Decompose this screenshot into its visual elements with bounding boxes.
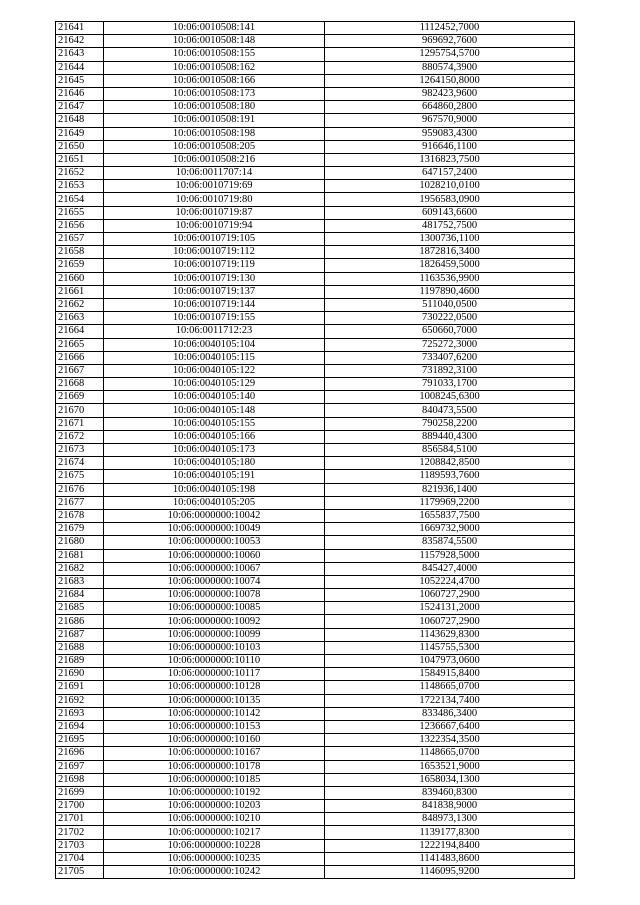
row-number-cell: 21662 — [56, 298, 104, 311]
cadastral-number-cell: 10:06:0040105:191 — [104, 470, 325, 483]
row-number-cell: 21645 — [56, 74, 104, 87]
cadastral-value-cell: 481752,7500 — [325, 219, 575, 232]
row-number-cell: 21689 — [56, 655, 104, 668]
cadastral-number-cell: 10:06:0010719:155 — [104, 312, 325, 325]
cadastral-number-cell: 10:06:0010719:130 — [104, 272, 325, 285]
row-number-cell: 21694 — [56, 720, 104, 733]
table-row — [56, 153, 575, 166]
cadastral-value-cell: 1139177,8300 — [325, 826, 575, 839]
cadastral-number-cell: 10:06:0000000:10178 — [104, 760, 325, 773]
row-number-cell: 21665 — [56, 338, 104, 351]
table-row — [56, 22, 575, 35]
cadastral-value-cell: 889440,4300 — [325, 430, 575, 443]
row-number-cell: 21676 — [56, 483, 104, 496]
cadastral-number-cell: 10:06:0010719:87 — [104, 206, 325, 219]
cadastral-number-cell: 10:06:0010719:112 — [104, 246, 325, 259]
cadastral-value-cell: 959083,4300 — [325, 127, 575, 140]
row-number-cell: 21688 — [56, 641, 104, 654]
table-row — [56, 338, 575, 351]
cadastral-number-cell: 10:06:0000000:10078 — [104, 589, 325, 602]
row-number-cell: 21691 — [56, 681, 104, 694]
cadastral-value-cell: 650660,7000 — [325, 325, 575, 338]
cadastral-value-cell: 848973,1300 — [325, 813, 575, 826]
table-row — [56, 74, 575, 87]
row-number-cell: 21686 — [56, 615, 104, 628]
row-number-cell: 21664 — [56, 325, 104, 338]
cadastral-number-cell: 10:06:0040105:166 — [104, 430, 325, 443]
row-number-cell: 21690 — [56, 668, 104, 681]
cadastral-value-cell: 1008245,6300 — [325, 391, 575, 404]
row-number-cell: 21698 — [56, 773, 104, 786]
table-row — [56, 391, 575, 404]
cadastral-number-cell: 10:06:0000000:10203 — [104, 800, 325, 813]
table-row — [56, 826, 575, 839]
table-row — [56, 48, 575, 61]
row-number-cell: 21675 — [56, 470, 104, 483]
cadastral-number-cell: 10:06:0010508:166 — [104, 74, 325, 87]
row-number-cell: 21684 — [56, 589, 104, 602]
cadastral-number-cell: 10:06:0000000:10117 — [104, 668, 325, 681]
table-row — [56, 180, 575, 193]
row-number-cell: 21647 — [56, 101, 104, 114]
cadastral-value-cell: 1956583,0900 — [325, 193, 575, 206]
table-row — [56, 734, 575, 747]
cadastral-number-cell: 10:06:0010508:173 — [104, 87, 325, 100]
table-row — [56, 839, 575, 852]
cadastral-value-table — [55, 21, 575, 879]
cadastral-number-cell: 10:06:0000000:10235 — [104, 852, 325, 865]
cadastral-value-cell: 967570,9000 — [325, 114, 575, 127]
cadastral-value-cell: 969692,7600 — [325, 35, 575, 48]
cadastral-value-cell: 790258,2200 — [325, 417, 575, 430]
cadastral-value-cell: 841838,9000 — [325, 800, 575, 813]
row-number-cell: 21654 — [56, 193, 104, 206]
row-number-cell: 21692 — [56, 694, 104, 707]
cadastral-number-cell: 10:06:0010508:205 — [104, 140, 325, 153]
cadastral-value-cell: 1295754,5700 — [325, 48, 575, 61]
row-number-cell: 21649 — [56, 127, 104, 140]
cadastral-number-cell: 10:06:0000000:10185 — [104, 773, 325, 786]
cadastral-number-cell: 10:06:0000000:10210 — [104, 813, 325, 826]
table-row — [56, 272, 575, 285]
row-number-cell: 21693 — [56, 707, 104, 720]
cadastral-value-cell: 840473,5500 — [325, 404, 575, 417]
row-number-cell: 21667 — [56, 364, 104, 377]
table-row — [56, 509, 575, 522]
cadastral-value-cell: 1584915,8400 — [325, 668, 575, 681]
table-row — [56, 800, 575, 813]
row-number-cell: 21687 — [56, 628, 104, 641]
cadastral-value-cell: 1524131,2000 — [325, 602, 575, 615]
row-number-cell: 21672 — [56, 430, 104, 443]
table-row — [56, 312, 575, 325]
row-number-cell: 21680 — [56, 536, 104, 549]
cadastral-number-cell: 10:06:0010719:144 — [104, 298, 325, 311]
row-number-cell: 21682 — [56, 562, 104, 575]
cadastral-number-cell: 10:06:0000000:10153 — [104, 720, 325, 733]
table-row — [56, 786, 575, 799]
cadastral-number-cell: 10:06:0011712:23 — [104, 325, 325, 338]
cadastral-number-cell: 10:06:0000000:10092 — [104, 615, 325, 628]
cadastral-number-cell: 10:06:0010719:94 — [104, 219, 325, 232]
cadastral-value-cell: 845427,4000 — [325, 562, 575, 575]
cadastral-value-cell: 1163536,9900 — [325, 272, 575, 285]
cadastral-value-cell: 1060727,2900 — [325, 615, 575, 628]
table-row — [56, 444, 575, 457]
cadastral-number-cell: 10:06:0040105:140 — [104, 391, 325, 404]
table-row — [56, 246, 575, 259]
cadastral-number-cell: 10:06:0000000:10128 — [104, 681, 325, 694]
row-number-cell: 21704 — [56, 852, 104, 865]
table-row — [56, 140, 575, 153]
row-number-cell: 21656 — [56, 219, 104, 232]
cadastral-number-cell: 10:06:0040105:205 — [104, 496, 325, 509]
cadastral-number-cell: 10:06:0040105:129 — [104, 378, 325, 391]
row-number-cell: 21658 — [56, 246, 104, 259]
table-body — [56, 22, 575, 879]
cadastral-number-cell: 10:06:0000000:10053 — [104, 536, 325, 549]
table-row — [56, 457, 575, 470]
cadastral-value-cell: 1300736,1100 — [325, 233, 575, 246]
row-number-cell: 21641 — [56, 22, 104, 35]
cadastral-value-cell: 1141483,8600 — [325, 852, 575, 865]
row-number-cell: 21669 — [56, 391, 104, 404]
cadastral-number-cell: 10:06:0040105:155 — [104, 417, 325, 430]
cadastral-number-cell: 10:06:0010508:141 — [104, 22, 325, 35]
cadastral-value-cell: 647157,2400 — [325, 167, 575, 180]
cadastral-number-cell: 10:06:0010508:198 — [104, 127, 325, 140]
cadastral-value-cell: 1669732,9000 — [325, 523, 575, 536]
cadastral-value-cell: 1189593,7600 — [325, 470, 575, 483]
cadastral-number-cell: 10:06:0000000:10099 — [104, 628, 325, 641]
cadastral-number-cell: 10:06:0010508:180 — [104, 101, 325, 114]
table-row — [56, 523, 575, 536]
row-number-cell: 21655 — [56, 206, 104, 219]
cadastral-value-cell: 1052224,4700 — [325, 575, 575, 588]
table-row — [56, 101, 575, 114]
row-number-cell: 21701 — [56, 813, 104, 826]
table-row — [56, 470, 575, 483]
cadastral-value-cell: 1722134,7400 — [325, 694, 575, 707]
row-number-cell: 21646 — [56, 87, 104, 100]
row-number-cell: 21695 — [56, 734, 104, 747]
row-number-cell: 21671 — [56, 417, 104, 430]
cadastral-number-cell: 10:06:0000000:10049 — [104, 523, 325, 536]
row-number-cell: 21663 — [56, 312, 104, 325]
cadastral-number-cell: 10:06:0000000:10085 — [104, 602, 325, 615]
cadastral-number-cell: 10:06:0000000:10103 — [104, 641, 325, 654]
table-row — [56, 114, 575, 127]
table-row — [56, 417, 575, 430]
row-number-cell: 21673 — [56, 444, 104, 457]
row-number-cell: 21703 — [56, 839, 104, 852]
cadastral-number-cell: 10:06:0010508:155 — [104, 48, 325, 61]
cadastral-value-cell: 1112452,7000 — [325, 22, 575, 35]
row-number-cell: 21642 — [56, 35, 104, 48]
table-row — [56, 496, 575, 509]
table-row — [56, 259, 575, 272]
cadastral-value-cell: 1197890,4600 — [325, 285, 575, 298]
cadastral-number-cell: 10:06:0010719:105 — [104, 233, 325, 246]
cadastral-value-cell: 730222,0500 — [325, 312, 575, 325]
table-row — [56, 694, 575, 707]
cadastral-number-cell: 10:06:0010719:119 — [104, 259, 325, 272]
table-row — [56, 628, 575, 641]
table-row — [56, 378, 575, 391]
row-number-cell: 21674 — [56, 457, 104, 470]
row-number-cell: 21699 — [56, 786, 104, 799]
row-number-cell: 21650 — [56, 140, 104, 153]
cadastral-number-cell: 10:06:0040105:173 — [104, 444, 325, 457]
row-number-cell: 21702 — [56, 826, 104, 839]
row-number-cell: 21683 — [56, 575, 104, 588]
row-number-cell: 21652 — [56, 167, 104, 180]
cadastral-number-cell: 10:06:0010508:191 — [104, 114, 325, 127]
row-number-cell: 21661 — [56, 285, 104, 298]
row-number-cell: 21666 — [56, 351, 104, 364]
table-row — [56, 87, 575, 100]
row-number-cell: 21670 — [56, 404, 104, 417]
cadastral-number-cell: 10:06:0000000:10228 — [104, 839, 325, 852]
cadastral-number-cell: 10:06:0011707:14 — [104, 167, 325, 180]
cadastral-value-cell: 1826459,5000 — [325, 259, 575, 272]
table-row — [56, 430, 575, 443]
cadastral-number-cell: 10:06:0010719:80 — [104, 193, 325, 206]
row-number-cell: 21679 — [56, 523, 104, 536]
cadastral-value-cell: 1028210,0100 — [325, 180, 575, 193]
cadastral-value-cell: 1322354,3500 — [325, 734, 575, 747]
table-row — [56, 720, 575, 733]
cadastral-number-cell: 10:06:0000000:10110 — [104, 655, 325, 668]
cadastral-value-cell: 609143,6600 — [325, 206, 575, 219]
table-row — [56, 325, 575, 338]
table-row — [56, 298, 575, 311]
cadastral-number-cell: 10:06:0000000:10242 — [104, 866, 325, 879]
cadastral-value-cell: 1060727,2900 — [325, 589, 575, 602]
row-number-cell: 21651 — [56, 153, 104, 166]
cadastral-number-cell: 10:06:0000000:10142 — [104, 707, 325, 720]
table-row — [56, 351, 575, 364]
table-row — [56, 760, 575, 773]
row-number-cell: 21705 — [56, 866, 104, 879]
table-row — [56, 35, 575, 48]
table-row — [56, 536, 575, 549]
table-row — [56, 852, 575, 865]
table-row — [56, 233, 575, 246]
cadastral-number-cell: 10:06:0010719:137 — [104, 285, 325, 298]
row-number-cell: 21644 — [56, 61, 104, 74]
table-row — [56, 641, 575, 654]
row-number-cell: 21685 — [56, 602, 104, 615]
cadastral-value-cell: 1264150,8000 — [325, 74, 575, 87]
cadastral-number-cell: 10:06:0040105:122 — [104, 364, 325, 377]
table-row — [56, 549, 575, 562]
table-row — [56, 127, 575, 140]
cadastral-value-cell: 1145755,5300 — [325, 641, 575, 654]
table-row — [56, 681, 575, 694]
cadastral-value-cell: 1316823,7500 — [325, 153, 575, 166]
table-row — [56, 668, 575, 681]
row-number-cell: 21648 — [56, 114, 104, 127]
cadastral-number-cell: 10:06:0040105:148 — [104, 404, 325, 417]
table-row — [56, 707, 575, 720]
cadastral-value-cell: 1148665,0700 — [325, 681, 575, 694]
cadastral-value-cell: 1222194,8400 — [325, 839, 575, 852]
cadastral-value-cell: 1236667,6400 — [325, 720, 575, 733]
row-number-cell: 21697 — [56, 760, 104, 773]
row-number-cell: 21681 — [56, 549, 104, 562]
cadastral-value-cell: 982423,9600 — [325, 87, 575, 100]
cadastral-value-cell: 1658034,1300 — [325, 773, 575, 786]
cadastral-number-cell: 10:06:0000000:10042 — [104, 509, 325, 522]
table-row — [56, 813, 575, 826]
table-row — [56, 167, 575, 180]
table-row — [56, 193, 575, 206]
cadastral-value-cell: 664860,2800 — [325, 101, 575, 114]
row-number-cell: 21668 — [56, 378, 104, 391]
cadastral-value-cell: 833486,3400 — [325, 707, 575, 720]
table-row — [56, 866, 575, 879]
cadastral-number-cell: 10:06:0010508:216 — [104, 153, 325, 166]
cadastral-value-cell: 1655837,7500 — [325, 509, 575, 522]
cadastral-number-cell: 10:06:0000000:10192 — [104, 786, 325, 799]
row-number-cell: 21643 — [56, 48, 104, 61]
table-row — [56, 655, 575, 668]
cadastral-number-cell: 10:06:0000000:10217 — [104, 826, 325, 839]
cadastral-number-cell: 10:06:0010719:69 — [104, 180, 325, 193]
table-row — [56, 575, 575, 588]
table-row — [56, 404, 575, 417]
cadastral-value-cell: 839460,8300 — [325, 786, 575, 799]
cadastral-value-cell: 821936,1400 — [325, 483, 575, 496]
table-row — [56, 61, 575, 74]
cadastral-number-cell: 10:06:0000000:10160 — [104, 734, 325, 747]
cadastral-value-cell: 791033,1700 — [325, 378, 575, 391]
cadastral-value-cell: 731892,3100 — [325, 364, 575, 377]
table-row — [56, 773, 575, 786]
table-row — [56, 206, 575, 219]
table-row — [56, 285, 575, 298]
table-row — [56, 602, 575, 615]
table-row — [56, 219, 575, 232]
row-number-cell: 21660 — [56, 272, 104, 285]
cadastral-value-cell: 1148665,0700 — [325, 747, 575, 760]
cadastral-value-cell: 835874,5500 — [325, 536, 575, 549]
cadastral-value-cell: 1653521,9000 — [325, 760, 575, 773]
cadastral-value-cell: 725272,3000 — [325, 338, 575, 351]
row-number-cell: 21678 — [56, 509, 104, 522]
cadastral-number-cell: 10:06:0000000:10067 — [104, 562, 325, 575]
cadastral-number-cell: 10:06:0040105:115 — [104, 351, 325, 364]
cadastral-number-cell: 10:06:0040105:180 — [104, 457, 325, 470]
cadastral-value-cell: 1208842,8500 — [325, 457, 575, 470]
row-number-cell: 21696 — [56, 747, 104, 760]
row-number-cell: 21659 — [56, 259, 104, 272]
cadastral-number-cell: 10:06:0010508:148 — [104, 35, 325, 48]
row-number-cell: 21700 — [56, 800, 104, 813]
cadastral-value-cell: 511040,0500 — [325, 298, 575, 311]
table-row — [56, 589, 575, 602]
table-row — [56, 562, 575, 575]
cadastral-value-cell: 1146095,9200 — [325, 866, 575, 879]
cadastral-number-cell: 10:06:0000000:10060 — [104, 549, 325, 562]
table-row — [56, 364, 575, 377]
table-row — [56, 747, 575, 760]
cadastral-value-cell: 1157928,5000 — [325, 549, 575, 562]
cadastral-value-cell: 916646,1100 — [325, 140, 575, 153]
cadastral-number-cell: 10:06:0000000:10167 — [104, 747, 325, 760]
cadastral-value-cell: 856584,5100 — [325, 444, 575, 457]
table-row — [56, 483, 575, 496]
cadastral-value-cell: 1143629,8300 — [325, 628, 575, 641]
row-number-cell: 21653 — [56, 180, 104, 193]
cadastral-number-cell: 10:06:0040105:104 — [104, 338, 325, 351]
row-number-cell: 21677 — [56, 496, 104, 509]
row-number-cell: 21657 — [56, 233, 104, 246]
table-row — [56, 615, 575, 628]
cadastral-value-cell: 733407,6200 — [325, 351, 575, 364]
cadastral-value-cell: 1047973,0600 — [325, 655, 575, 668]
cadastral-number-cell: 10:06:0010508:162 — [104, 61, 325, 74]
cadastral-number-cell: 10:06:0000000:10135 — [104, 694, 325, 707]
cadastral-value-cell: 880574,3900 — [325, 61, 575, 74]
cadastral-value-cell: 1179969,2200 — [325, 496, 575, 509]
cadastral-value-cell: 1872816,3400 — [325, 246, 575, 259]
cadastral-number-cell: 10:06:0040105:198 — [104, 483, 325, 496]
cadastral-number-cell: 10:06:0000000:10074 — [104, 575, 325, 588]
